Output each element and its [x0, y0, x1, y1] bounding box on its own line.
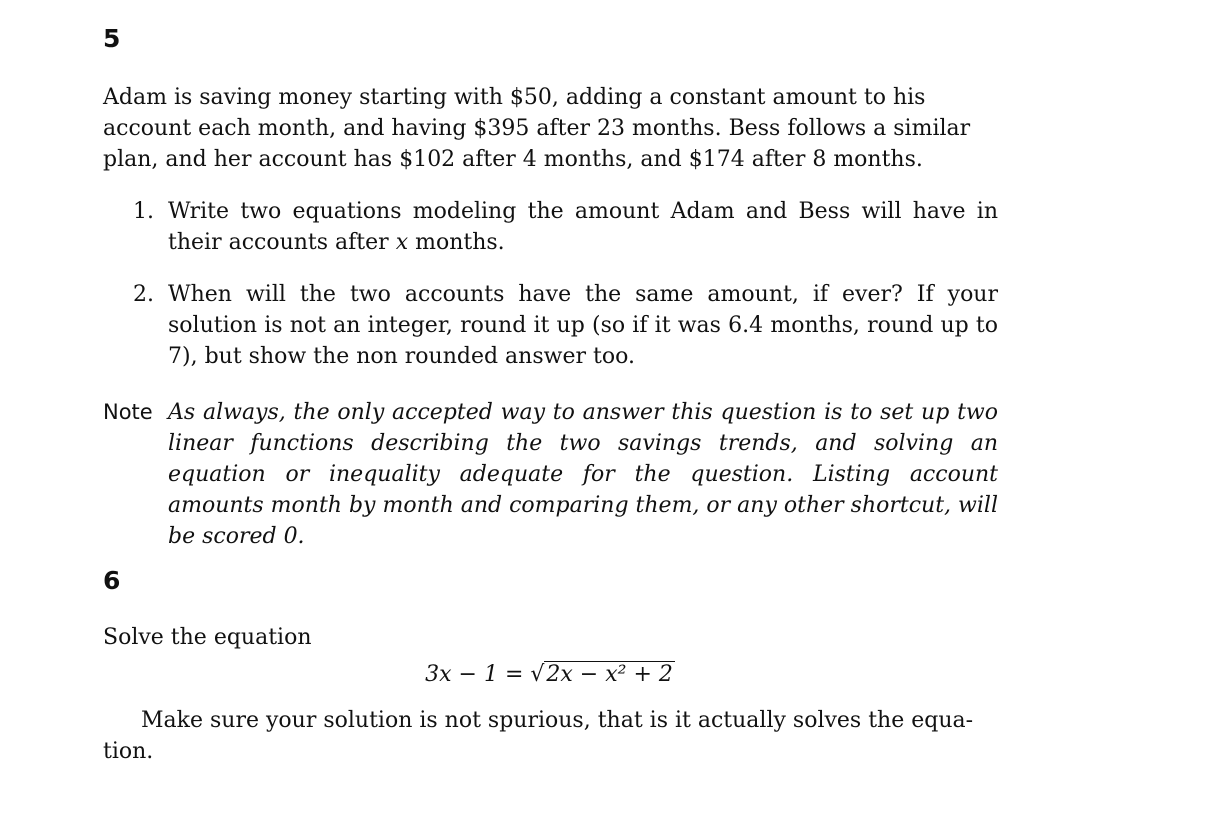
item-1-variable: x	[395, 230, 409, 255]
sqrt-icon: √	[530, 662, 545, 687]
problem-5-item-2	[133, 279, 998, 372]
item-1-text-before: Write two equations modeling the amount Adam and Bess will have in their accounts after	[168, 199, 998, 255]
item-2-label: 2.	[133, 282, 154, 307]
note-text: As always, the only accepted way to answer this question is to set up two linear functions describing the two savings trends, and solving an equation or inequality adequate for the question. Listing account amounts month by month and comparing them, or any other shortcut, will be scored 0.	[168, 400, 998, 549]
equation-radicand: 2x − x² + 2	[546, 662, 673, 687]
followup-line-2: tion.	[103, 739, 154, 764]
followup-line-1: Make sure your solution is not spurious, that is it actually solves the equa-	[141, 708, 974, 733]
item-2-text: When will the two accounts have the same amount, if ever? If your solution is not an integer, round it up (so if it was 6.4 months, round up to 7), but show the non rounded answer too.	[168, 282, 998, 369]
item-1-label: 1.	[133, 199, 154, 224]
problem-5-number: 5	[103, 24, 121, 53]
item-1-text-after: months.	[415, 230, 505, 255]
problem-5-intro	[103, 82, 998, 175]
item-1-text	[168, 196, 998, 258]
problem-5-note	[103, 397, 998, 552]
problem-5-intro-line-2: account each month, and having $395 after 23 months. Bess follows a similar	[103, 116, 971, 141]
problem-6-followup	[103, 705, 998, 767]
note-label: Note	[103, 400, 153, 424]
problem-6-equation	[0, 659, 1100, 690]
problem-5-intro-line-3: plan, and her account has $102 after 4 months, and $174 after 8 months.	[103, 147, 923, 172]
problem-5-item-1	[133, 196, 998, 258]
equation-lhs: 3x − 1 =	[425, 662, 524, 687]
problem-6-number: 6	[103, 566, 121, 595]
problem-6-intro: Solve the equation	[103, 625, 312, 650]
problem-5-intro-line-1: Adam is saving money starting with $50, adding a constant amount to his	[103, 85, 926, 110]
